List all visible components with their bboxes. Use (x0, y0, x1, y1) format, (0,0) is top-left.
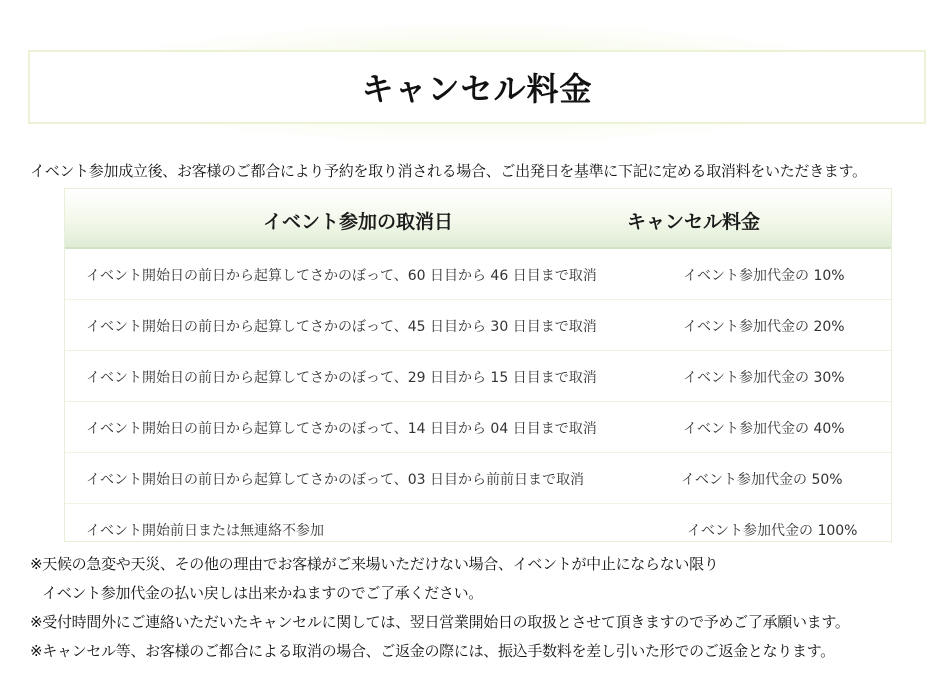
header-cancellation-date: イベント参加の取消日 (263, 211, 454, 233)
row-fee: イベント参加代金の 10% (683, 268, 845, 284)
table-row (65, 402, 891, 453)
row-period: イベント開始日の前日から起算してさかのぼって、29 日目から 15 日目まで取消 (86, 370, 597, 386)
row-fee: イベント参加代金の 100% (687, 523, 858, 539)
page-title: キャンセル料金 (361, 70, 593, 108)
row-fee: イベント参加代金の 50% (681, 472, 843, 488)
row-period: イベント開始日の前日から起算してさかのぼって、03 日目から前前日まで取消 (86, 472, 584, 488)
row-fee: イベント参加代金の 20% (683, 319, 845, 335)
notes-section (30, 550, 930, 666)
table-row (65, 300, 891, 351)
table-row (65, 351, 891, 402)
row-period: イベント開始日の前日から起算してさかのぼって、60 日目から 46 日目まで取消 (86, 268, 597, 284)
note-transfer-fee: ※キャンセル等、お客様のご都合による取消の場合、ご返金の際には、振込手数料を差し引いた形でのご返金となります。 (30, 642, 835, 660)
row-fee: イベント参加代金の 40% (683, 421, 845, 437)
note-after-hours: ※受付時間外にご連絡いただいたキャンセルに関しては、翌日営業開始日の取扱とさせて頂きますので予めご了承願います。 (30, 613, 850, 631)
intro-text: イベント参加成立後、お客様のご都合により予約を取り消される場合、ご出発日を基準に下記に定める取消料をいただきます。 (30, 162, 867, 180)
title-banner (28, 50, 926, 124)
table-row (65, 249, 891, 300)
row-period: イベント開始日の前日から起算してさかのぼって、45 日目から 30 日目まで取消 (86, 319, 597, 335)
row-fee: イベント参加代金の 30% (683, 370, 845, 386)
table-row (65, 504, 891, 554)
header-cancellation-fee: キャンセル料金 (627, 211, 761, 233)
cancellation-fee-table (64, 188, 892, 542)
row-period: イベント開始前日または無連絡不参加 (86, 523, 324, 539)
note-weather: ※天候の急変や天災、その他の理由でお客様がご来場いただけない場合、イベントが中止にならない限り (30, 555, 719, 573)
row-period: イベント開始日の前日から起算してさかのぼって、14 日目から 04 日目まで取消 (86, 421, 597, 437)
note-no-refund: イベント参加代金の払い戻しは出来かねますのでご了承ください。 (42, 584, 484, 602)
table-row (65, 453, 891, 504)
table-header (65, 189, 891, 249)
